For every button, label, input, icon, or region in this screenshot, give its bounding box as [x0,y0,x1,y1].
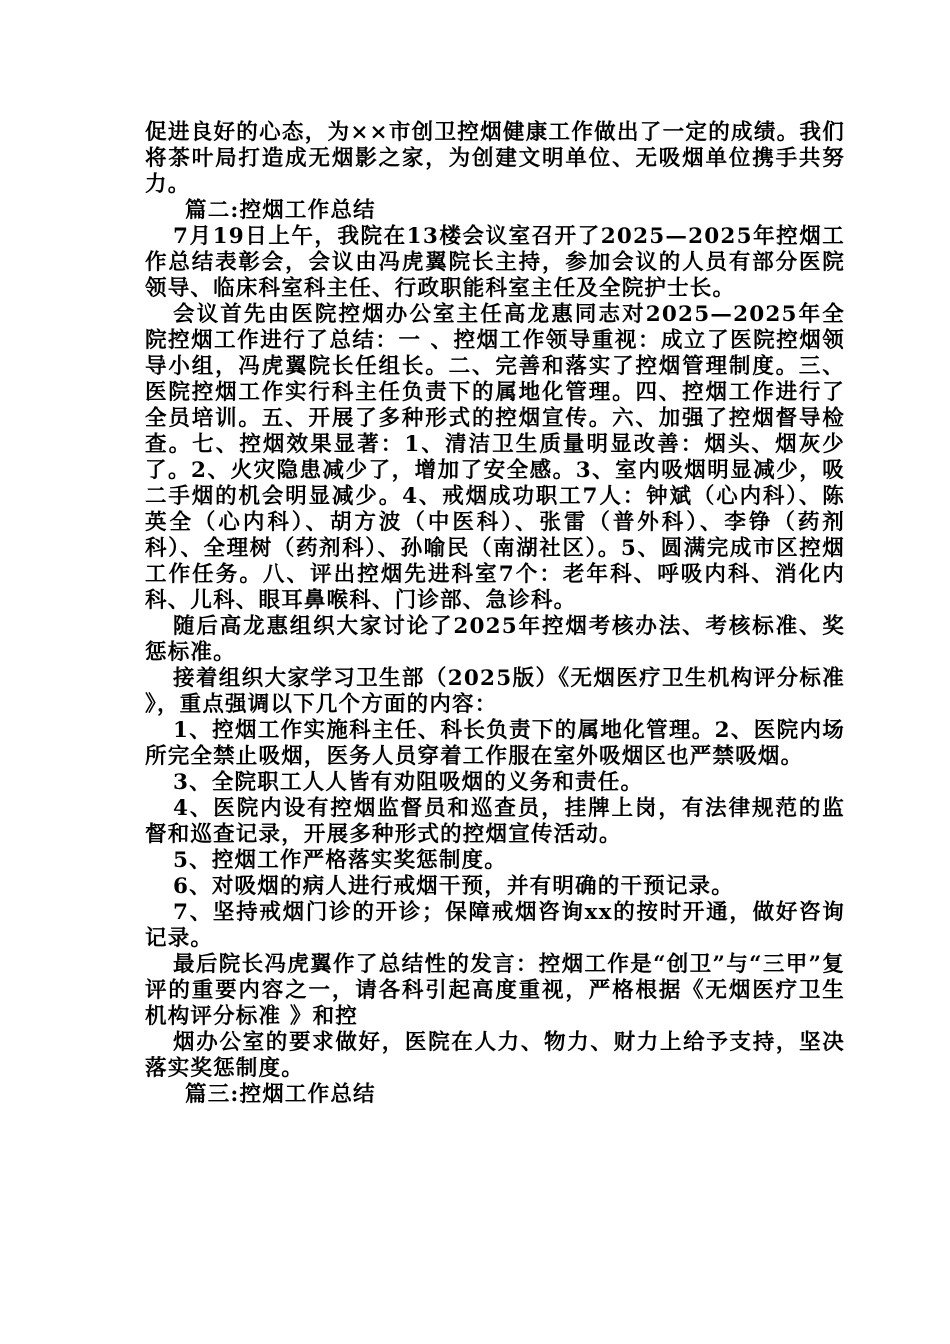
section-heading-part-two: 篇二:控烟工作总结 [185,198,376,223]
paragraph-summary: 会议首先由医院控烟办公室主任高龙惠同志对2025—2025年全院控烟工作进行了总结：一 、控烟工作领导重视：成立了医院控烟领导小组，冯虎翼院长任组长。二、完善和落实了控烟管理制度。三、医院控烟工作实行科主任负责下的属地化管理。四、控烟工作进行了全员培训。五、开展了多种形式的控烟宣传。六、加强了控烟督导检查。七、控烟效果显著：1、清洁卫生质量明显改善：烟头、烟灰少了。2、火灾隐患减少了，增加了安全感。3、室内吸烟明显减少，吸二手烟的机会明显减少。4、戒烟成功职工7人：钟斌（心内科）、陈英全（心内科）、胡方波（中医科）、张雷（普外科）、李铮（药剂科）、全理树（药剂科）、孙喻民（南湖社区）。5、圆满完成市区控烟工作任务。八、评出控烟先进科室7个：老年科、呼吸内科、消化内科、儿科、眼耳鼻喉科、门诊部、急诊科。 [145,302,845,613]
paragraph-study: 接着组织大家学习卫生部（2025版）《无烟医疗卫生机构评分标准 》，重点强调以下几个方面的内容： [145,666,845,717]
list-item-4: 4、医院内设有控烟监督员和巡查员，挂牌上岗，有法律规范的监督和巡查记录，开展多种形式的控烟宣传活动。 [145,796,845,847]
paragraph-discussion: 随后高龙惠组织大家讨论了2025年控烟考核办法、考核标准、奖惩标准。 [145,614,845,665]
list-item-6: 6、对吸烟的病人进行戒烟干预，并有明确的干预记录。 [173,874,734,899]
list-item-3: 3、全院职工人人皆有劝阻吸烟的义务和责任。 [173,770,644,795]
paragraph-closing-speech: 最后院长冯虎翼作了总结性的发言：控烟工作是“创卫”与“三甲”复评的重要内容之一，请各科引起高度重视，严格根据《无烟医疗卫生机构评分标准 》和控 [145,952,845,1029]
paragraph-meeting: 7月19日上午，我院在13楼会议室召开了2025—2025年控烟工作总结表彰会，会议由冯虎翼院长主持，参加会议的人员有部分医院领导、临床科室科主任、行政职能科室主任及全院护士长。 [145,224,845,301]
paragraph-intro: 促进良好的心态，为××市创卫控烟健康工作做出了一定的成绩。我们将茶叶局打造成无烟影之家，为创建文明单位、无吸烟单位携手共努力。 [145,120,845,197]
list-item-1-2: 1、控烟工作实施科主任、科长负责下的属地化管理。2、医院内场所完全禁止吸烟，医务人员穿着工作服在室外吸烟区也严禁吸烟。 [145,718,845,769]
list-item-7: 7、坚持戒烟门诊的开诊；保障戒烟咨询xx的按时开通，做好咨询记录。 [145,900,845,951]
list-item-5: 5、控烟工作严格落实奖惩制度。 [173,848,507,873]
document-body [145,120,845,1108]
paragraph-closing-continued: 烟办公室的要求做好，医院在人力、物力、财力上给予支持，坚决落实奖惩制度。 [145,1030,845,1081]
section-heading-part-three: 篇三:控烟工作总结 [185,1082,376,1107]
